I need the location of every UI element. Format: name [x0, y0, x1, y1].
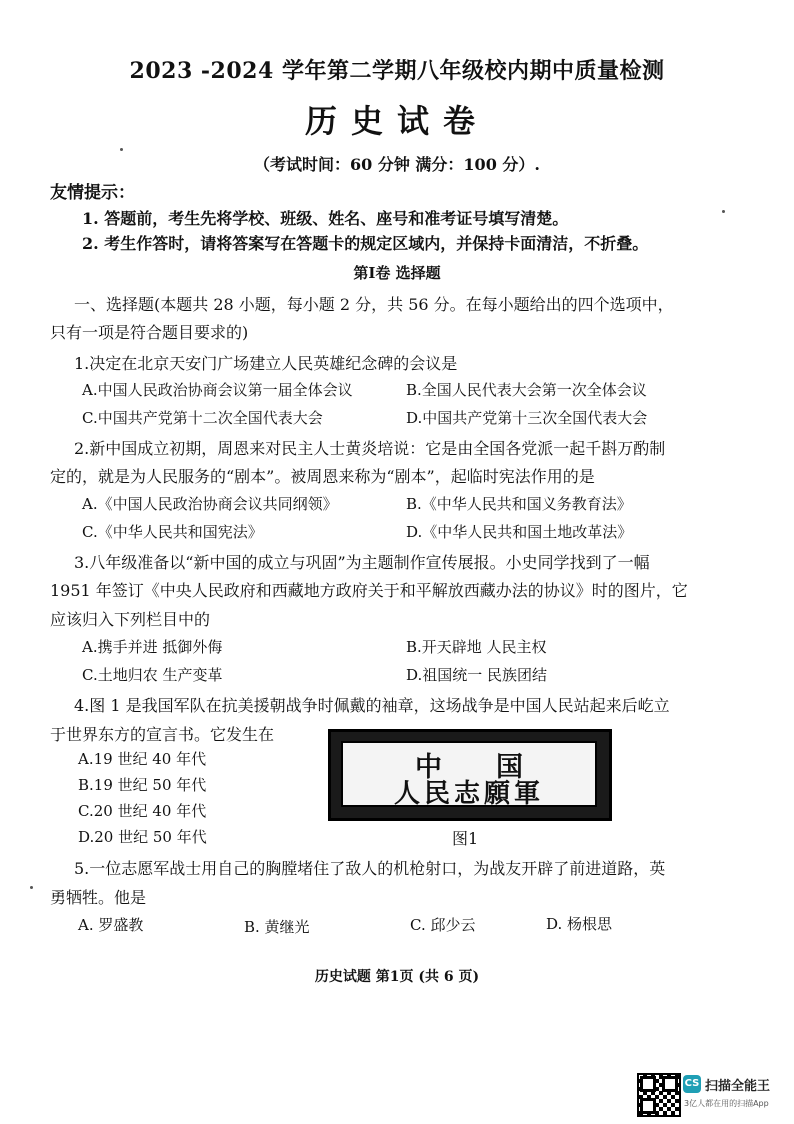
- answer-option: B.《中华人民共和国义务教育法》: [406, 495, 632, 513]
- tips-heading: 友情提示：: [50, 183, 135, 203]
- answer-option: D. 杨根思: [546, 915, 613, 933]
- answer-option: A.19 世纪 40 年代: [78, 750, 207, 768]
- answer-option: D.《中华人民共和国土地改革法》: [406, 523, 633, 541]
- camscanner-logo-icon: CS: [683, 1075, 701, 1093]
- answer-option: A. 罗盛教: [78, 916, 144, 934]
- question-stem: 定的，就是为人民服务的“剧本”。被周恩来称为“剧本”，起临时宪法作用的是: [50, 467, 595, 486]
- section-intro: 一、选择题(本题共 28 小题，每小题 2 分，共 56 分。在每小题给出的四个选项中，: [74, 295, 674, 314]
- qr-finder: [640, 1098, 656, 1114]
- scan-speck: [30, 886, 33, 889]
- section-heading: 第Ⅰ卷 选择题: [353, 264, 441, 282]
- question-stem: 3.八年级准备以“新中国的成立与巩固”为主题制作宣传展报。小史同学找到了一幅: [74, 553, 650, 572]
- armband-text-line1: 中国: [415, 752, 577, 783]
- answer-option: B.全国人民代表大会第一次全体会议: [406, 381, 647, 399]
- question-stem: 1951 年签订《中央人民政府和西藏地方政府关于和平解放西藏办法的协议》时的图片，它: [50, 581, 688, 600]
- question-stem: 2.新中国成立初期，周恩来对民主人士黄炎培说：它是由全国各党派一起千斟万酌制: [74, 439, 666, 458]
- question-stem: 1.决定在北京天安门广场建立人民英雄纪念碑的会议是: [74, 354, 458, 373]
- tip-item: 1. 答题前，考生先将学校、班级、姓名、座号和准考证号填写清楚。: [82, 209, 569, 228]
- answer-option: D.祖国统一 民族团结: [406, 666, 548, 684]
- answer-option: C. 邱少云: [410, 916, 476, 934]
- answer-option: B. 黄继光: [244, 918, 310, 936]
- section-intro: 只有一项是符合题目要求的): [50, 323, 249, 342]
- scan-speck: [120, 148, 123, 151]
- answer-option: A.《中国人民政治协商会议共同纲领》: [82, 495, 338, 513]
- volunteer-armband-image: [328, 729, 612, 821]
- page-footer: 历史试题 第1页 (共 6 页): [314, 969, 480, 985]
- answer-option: A.中国人民政治协商会议第一届全体会议: [82, 381, 353, 399]
- question-stem: 应该归入下列栏目中的: [50, 610, 211, 629]
- answer-option: C.土地归农 生产变革: [82, 666, 223, 684]
- exam-title: 2023 -2024 学年第二学期八年级校内期中质量检测: [129, 58, 665, 84]
- scanner-app-name: 扫描全能王: [705, 1079, 771, 1094]
- answer-option: D.中国共产党第十三次全国代表大会: [406, 409, 648, 427]
- qr-finder: [662, 1076, 678, 1092]
- exam-info: （考试时间：60 分钟 满分：100 分）.: [254, 155, 540, 174]
- question-stem: 于世界东方的宣言书。它发生在: [50, 725, 275, 744]
- scan-speck: [722, 210, 725, 213]
- answer-option: C.20 世纪 40 年代: [78, 802, 207, 820]
- qr-code-icon: [637, 1073, 681, 1117]
- answer-option: A.携手并进 抵御外侮: [82, 638, 223, 656]
- answer-option: B.开天辟地 人民主权: [406, 638, 547, 656]
- scanner-app-tagline: 3亿人都在用的扫描App: [684, 1099, 769, 1108]
- question-stem: 4.图 1 是我国军队在抗美援朝战争时佩戴的袖章，这场战争是中国人民站起来后屹立: [74, 696, 670, 715]
- subject-title: 历史试卷: [304, 102, 489, 140]
- answer-option: B.19 世纪 50 年代: [78, 776, 207, 794]
- answer-option: C.《中华人民共和国宪法》: [82, 523, 263, 541]
- armband-text-line2: 人民志願軍: [393, 779, 544, 809]
- tip-item: 2. 考生作答时，请将答案写在答题卡的规定区域内，并保持卡面清洁，不折叠。: [82, 234, 649, 253]
- armband-panel: [341, 741, 597, 807]
- answer-option: C.中国共产党第十二次全国代表大会: [82, 409, 323, 427]
- answer-option: D.20 世纪 50 年代: [78, 828, 207, 846]
- question-stem: 5.一位志愿军战士用自己的胸膛堵住了敌人的机枪射口，为战友开辟了前进道路，英: [74, 859, 666, 878]
- question-stem: 勇牺牲。他是: [50, 888, 147, 907]
- figure-caption: 图1: [452, 829, 479, 848]
- qr-finder: [640, 1076, 656, 1092]
